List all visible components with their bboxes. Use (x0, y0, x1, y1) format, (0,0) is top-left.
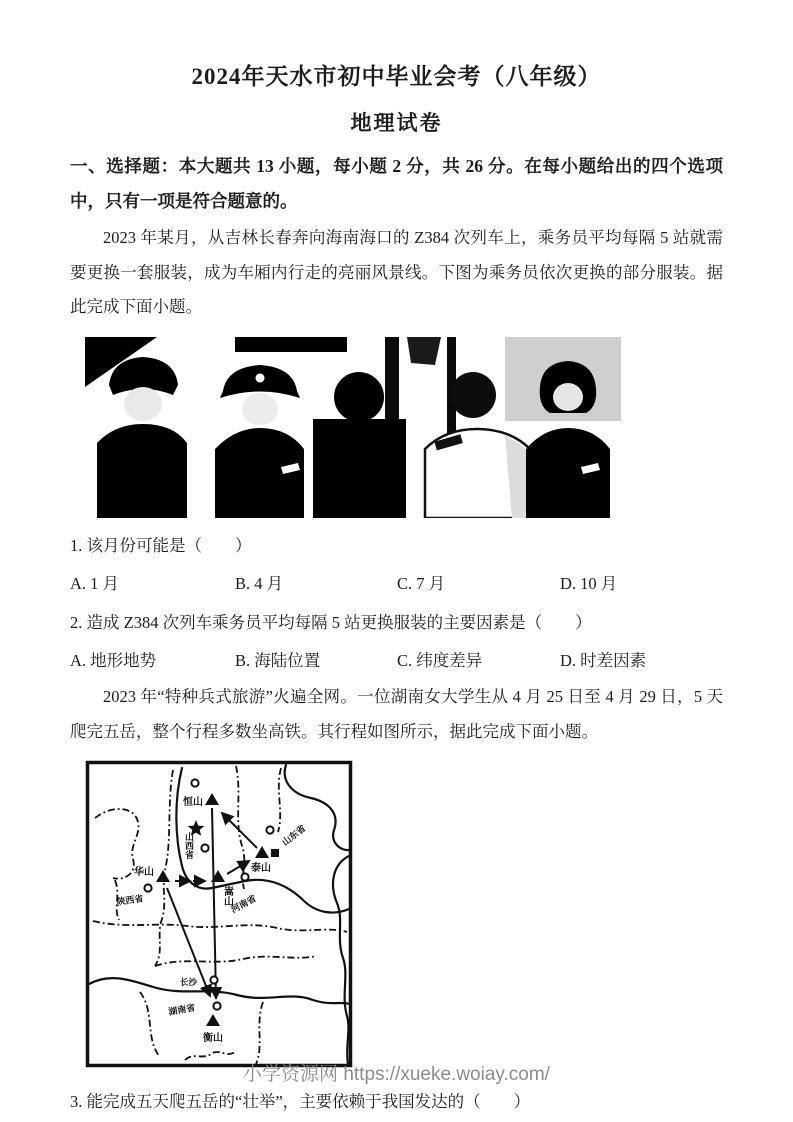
passage-train-uniforms: 2023 年某月，从吉林长春奔向海南海口的 Z384 次列车上，乘务员平均每隔 5 站就需要更换一套服装，成为车厢内行走的亮丽风景线。下图为乘务员依次更换的部分服装。据此完成下面小题。 (70, 228, 723, 317)
footer-watermark: 小学资源网 https://xueke.woiay.com/ (243, 1064, 550, 1085)
five-mountains-route-map (85, 760, 353, 1068)
question-1-option-b: B. 4 月 (235, 574, 284, 594)
map-label-huashan: 华山 (134, 866, 154, 878)
attendant-1-winter-uniform (97, 357, 187, 518)
map-province-borders (93, 766, 347, 1064)
map-label-shandong-province: 山东省 (280, 822, 308, 848)
map-label-hengshan-north: 恒山 (183, 796, 203, 808)
question-1-option-d: D. 10 月 (560, 574, 618, 594)
map-label-henan-province: 河南省 (229, 892, 258, 915)
page-title: 2024年天水市初中毕业会考（八年级） (191, 64, 602, 89)
map-label-taishan: 泰山 (251, 862, 271, 874)
map-label-hengshan-south: 衡山 (203, 1032, 223, 1044)
question-2-options (70, 649, 723, 672)
attendants-photo (85, 337, 621, 518)
question-1-option-a: A. 1 月 (70, 574, 120, 594)
passage-five-mountains-trip: 2023 年“特种兵式旅游”火遍全网。一位湖南女大学生从 4 月 25 日至 4 月 29 日，5 天爬完五岳，整个行程多数坐高铁。其行程如图所示，据此完成下面小题。 (70, 687, 723, 741)
question-1-option-c: C. 7 月 (397, 574, 446, 594)
map-label-shaanxi-province: 陕西省 (115, 892, 145, 907)
question-2-stem: 2. 造成 Z384 次列车乘务员平均每隔 5 站更换服装的主要因素是（ ） (70, 613, 592, 633)
question-2-option-a: A. 地形地势 (70, 651, 157, 671)
map-label-hunan-province: 湖南省 (167, 1002, 196, 1017)
map-label-changsha-city: 长沙 (179, 976, 197, 987)
map-label-songshan: 嵩山 (221, 885, 233, 906)
page-subtitle: 地理试卷 (350, 111, 443, 135)
question-2-option-d: D. 时差因素 (560, 651, 647, 671)
question-2-option-b: B. 海陆位置 (235, 651, 321, 671)
map-label-shanxi-province: 山西省 (184, 831, 194, 859)
question-1-stem: 1. 该月份可能是（ ） (70, 535, 252, 555)
question-3-stem: 3. 能完成五天爬五岳的“壮举”，主要依赖于我国发达的（ ） (70, 1091, 531, 1111)
question-1-options (70, 572, 723, 595)
question-2-option-c: C. 纬度差异 (397, 651, 483, 671)
section-heading: 一、选择题：本大题共 13 小题，每小题 2 分，共 26 分。在每小题给出的四个选项中，只有一项是符合题意的。 (70, 156, 723, 211)
map-border (88, 762, 351, 1065)
attendant-2-peaked-cap (215, 365, 304, 518)
